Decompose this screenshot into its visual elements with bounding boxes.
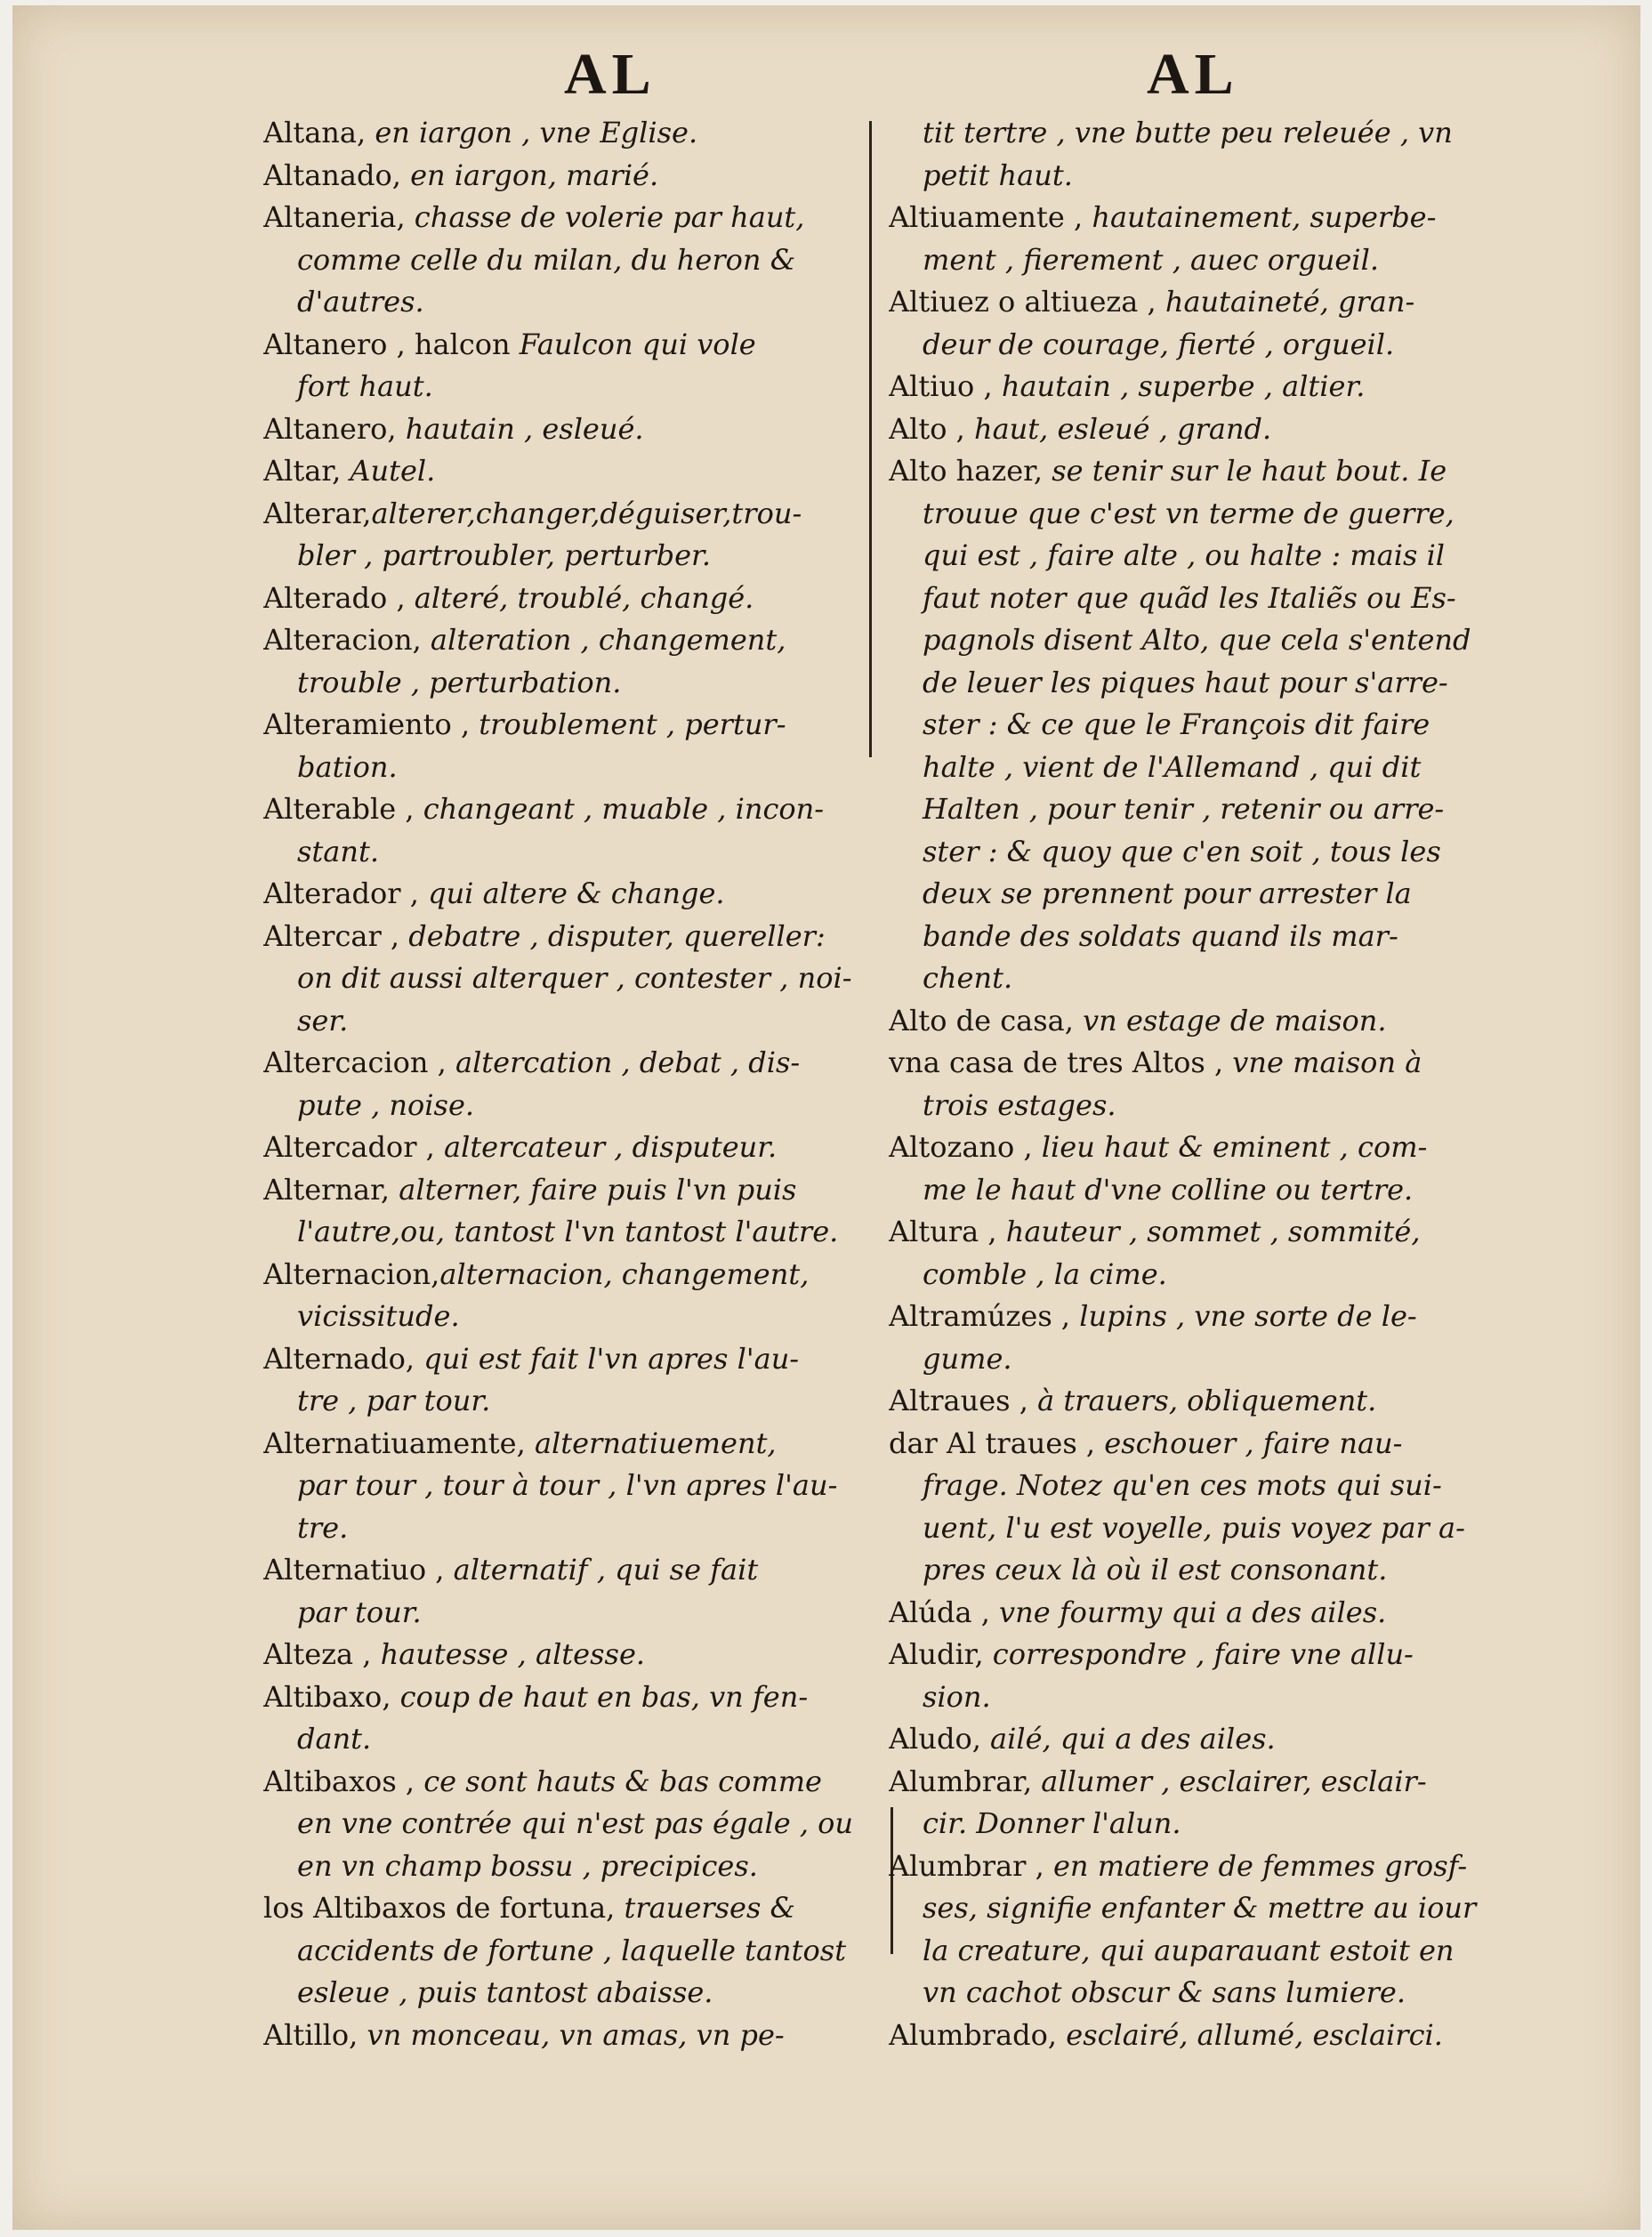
headword: Aludir, [889, 1637, 984, 1671]
definition-text: debatre , disputer, quereller: [399, 918, 826, 953]
headword: Alternatiuo , [263, 1553, 445, 1587]
dictionary-entry [889, 112, 1516, 197]
definition-text: tre , par tour. [297, 1384, 491, 1417]
headword: Alterador , [263, 876, 419, 910]
entry-line [263, 1127, 877, 1169]
entry-line [263, 1972, 877, 2015]
definition-text: me le haut d'vne colline ou tertre. [923, 1172, 1414, 1207]
definition-text: pute , noise. [297, 1087, 475, 1122]
entry-line [263, 1845, 877, 1888]
definition-text: vicissitude. [297, 1299, 460, 1333]
dictionary-page [12, 5, 1640, 2230]
dictionary-entry [889, 1380, 1516, 1423]
entry-line [263, 831, 877, 874]
definition-text: en vn champ bossu , precipices. [297, 1848, 758, 1883]
definition-text: alterer,changer,déguiser,trou- [371, 496, 802, 530]
definition-text: en vne contrée qui n'est pas égale , ou [297, 1806, 854, 1840]
headword: Alteramiento , [263, 707, 471, 741]
dictionary-entry [263, 112, 877, 155]
entry-line [263, 1887, 877, 1930]
definition-text: bation. [297, 749, 398, 784]
definition-text: par tour. [297, 1595, 422, 1629]
definition-text: hautaineté, gran- [1156, 285, 1415, 319]
entry-line [889, 2015, 1516, 2057]
definition-text: fort haut. [297, 369, 433, 403]
dictionary-entry [263, 1549, 877, 1634]
headword: Alteza , [263, 1637, 372, 1671]
definition-text: eschouer , faire nau- [1095, 1425, 1403, 1460]
definition-text: esclairé, allumé, esclairci. [1057, 2017, 1443, 2052]
dictionary-entry [263, 2015, 877, 2057]
entry-line [263, 1676, 877, 1719]
entry-line [889, 957, 1516, 1000]
entry-line [263, 2015, 877, 2057]
entry-line [263, 1507, 877, 1550]
definition-text: Faulcon qui vole [510, 327, 756, 361]
entry-line [263, 155, 877, 198]
entry-line [889, 1296, 1516, 1338]
definition-text: tre. [297, 1510, 349, 1545]
dictionary-entry [263, 197, 877, 324]
definition-text: alternatif , qui se fait [444, 1553, 759, 1587]
headword: Alternado, [263, 1341, 415, 1376]
headword: Alterable , [263, 792, 415, 826]
entry-line [889, 788, 1516, 831]
dictionary-entry [263, 916, 877, 1043]
entry-line [263, 1169, 877, 1212]
dictionary-entry [263, 788, 877, 873]
dictionary-entry [263, 619, 877, 704]
headword: Altanero , halcon [263, 327, 511, 361]
definition-text: on dit aussi alterquer , contester , noi- [297, 961, 852, 995]
entry-line [889, 1423, 1516, 1466]
entry-line [263, 1803, 877, 1845]
dictionary-entry [263, 1887, 877, 2015]
entry-line [889, 1930, 1516, 1973]
definition-text: d'autres. [297, 285, 424, 319]
dictionary-entry [263, 704, 877, 788]
entry-line [263, 493, 877, 536]
definition-text: vn monceau, vn amas, vn pe- [358, 2017, 785, 2052]
headword: Altibaxos , [263, 1764, 415, 1798]
dictionary-entry [889, 1592, 1516, 1635]
dictionary-entry [263, 450, 877, 493]
entry-line [889, 1042, 1516, 1085]
entry-line [263, 1592, 877, 1635]
definition-text: vne fourmy qui a des ailes. [989, 1595, 1387, 1629]
definition-text: ce sont hauts & bas comme [415, 1764, 822, 1798]
definition-text: comble , la cime. [923, 1256, 1167, 1291]
headword: Alumbrar, [889, 1764, 1033, 1798]
entry-line [889, 1000, 1516, 1043]
entry-line [263, 704, 877, 747]
dictionary-entry [263, 1634, 877, 1676]
entry-line [263, 1254, 877, 1296]
entry-line [889, 366, 1516, 408]
definition-text: deur de courage, fierté , orgueil. [923, 327, 1395, 361]
entry-line [889, 1169, 1516, 1212]
definition-text: bler , partroubler, perturber. [297, 538, 711, 572]
dictionary-entry [889, 1423, 1516, 1592]
entry-line [263, 916, 877, 958]
definition-text: hautain , esleué. [396, 411, 644, 446]
definition-text: sion. [923, 1679, 991, 1714]
dictionary-entry [889, 281, 1516, 366]
definition-text: Halten , pour tenir , retenir ou arre- [923, 792, 1445, 826]
headword: Altiuo , [889, 369, 993, 403]
definition-text: en iargon , vne Eglise. [366, 116, 698, 149]
headword: Altercador , [263, 1130, 435, 1164]
definition-text: Autel. [341, 454, 436, 488]
definition-text: par tour , tour à tour , l'vn apres l'au- [297, 1468, 838, 1502]
headword: Altiuamente , [889, 200, 1084, 234]
definition-text: petit haut. [923, 157, 1073, 192]
entry-line [263, 450, 877, 493]
entry-line [263, 1085, 877, 1127]
entry-line [889, 619, 1516, 662]
entry-line [263, 408, 877, 451]
dictionary-entry [889, 1761, 1516, 1845]
entry-line [889, 408, 1516, 451]
definition-text: se tenir sur le haut bout. Ie [1043, 454, 1447, 488]
definition-text: dant. [297, 1722, 372, 1756]
entry-line [263, 788, 877, 831]
entry-line [889, 450, 1516, 493]
definition-text: vn estage de maison. [1073, 1003, 1387, 1038]
entry-line [889, 155, 1516, 198]
definition-text: qui est , faire alte , ou halte : mais il [923, 538, 1446, 572]
entry-line [889, 1761, 1516, 1804]
headword: dar Al traues , [889, 1425, 1096, 1460]
entry-line [889, 1085, 1516, 1127]
entry-line [263, 1423, 877, 1466]
dictionary-entry [889, 1211, 1516, 1296]
entry-line [263, 535, 877, 577]
entry-line [889, 1887, 1516, 1930]
headword: vna casa de tres Altos , [889, 1046, 1224, 1079]
entry-line [889, 831, 1516, 874]
dictionary-entry [889, 197, 1516, 281]
dictionary-entry [263, 1676, 877, 1761]
dictionary-entry [889, 1296, 1516, 1380]
right-column [889, 112, 1516, 2056]
definition-text: ster : & ce que le François dit faire [923, 707, 1430, 741]
headword: Altibaxo, [263, 1679, 391, 1714]
definition-text: chent. [923, 961, 1013, 995]
definition-text: vn cachot obscur & sans lumiere. [923, 1975, 1406, 2009]
headword: Alteracion, [263, 623, 422, 657]
definition-text: lieu haut & eminent , com- [1032, 1130, 1428, 1164]
headword: Alumbrar , [889, 1848, 1044, 1883]
dictionary-entry [263, 408, 877, 451]
entry-line [263, 1338, 877, 1381]
dictionary-entry [889, 366, 1516, 408]
entry-line [263, 873, 877, 916]
headword: Alternar, [263, 1172, 391, 1207]
headword: Alumbrado, [889, 2017, 1058, 2052]
headword: Altanado, [263, 157, 401, 192]
definition-text: hautainement, superbe- [1083, 200, 1437, 234]
entry-line [889, 1634, 1516, 1676]
headword: Alterado , [263, 580, 406, 615]
dictionary-entry [889, 450, 1516, 1000]
definition-text: accidents de fortune , laquelle tantost [297, 1933, 847, 1967]
entry-line [889, 1718, 1516, 1761]
definition-text: correspondre , faire vne allu- [983, 1637, 1414, 1671]
dictionary-entry [263, 1254, 877, 1338]
entry-line [263, 1380, 877, 1423]
definition-text: ser. [297, 1003, 349, 1038]
headword: Altanero, [263, 411, 397, 446]
entry-line [263, 366, 877, 408]
entry-line [889, 281, 1516, 324]
entry-line [889, 1338, 1516, 1381]
definition-text: stant. [297, 834, 379, 868]
headword: Altana, [263, 116, 367, 149]
entry-line [263, 1718, 877, 1761]
dictionary-entry [263, 1042, 877, 1127]
definition-text: la creature, qui auparauant estoit en [923, 1933, 1455, 1967]
entry-line [263, 281, 877, 324]
entry-line [889, 1465, 1516, 1507]
definition-text: comme celle du milan, du heron & [297, 242, 796, 277]
entry-line [889, 1211, 1516, 1254]
entry-line [889, 1507, 1516, 1550]
dictionary-entry [889, 1042, 1516, 1127]
entry-line [263, 662, 877, 705]
headword: Altar, [263, 454, 342, 488]
headword: Alternatiuamente, [263, 1425, 526, 1460]
definition-text: cir. Donner l'alun. [923, 1806, 1181, 1840]
definition-text: changeant , muable , incon- [414, 792, 825, 826]
dictionary-entry [889, 1000, 1516, 1043]
headword: Alterar, [263, 496, 372, 530]
entry-line [889, 1254, 1516, 1296]
headword: Alto , [889, 411, 965, 446]
entry-line [889, 1549, 1516, 1592]
dictionary-entry [263, 873, 877, 916]
running-header-left: AL [564, 42, 657, 107]
definition-text: lupins , vne sorte de le- [1070, 1299, 1417, 1333]
dictionary-entry [263, 1423, 877, 1550]
definition-text: qui est fait l'vn apres l'au- [415, 1341, 800, 1376]
headword: Altercacion , [263, 1046, 447, 1079]
definition-text: de leuer les piques haut pour s'arre- [923, 665, 1448, 699]
definition-text: altercateur , disputeur. [434, 1130, 778, 1164]
definition-text: ses, signifie enfanter & mettre au iour [923, 1891, 1477, 1925]
left-column [263, 112, 877, 2056]
entry-line [263, 1634, 877, 1676]
entry-line [263, 747, 877, 789]
entry-line [889, 112, 1516, 155]
entry-line [889, 873, 1516, 916]
definition-text: gume. [923, 1341, 1012, 1376]
running-header-right: AL [1147, 42, 1239, 107]
entry-line [889, 1972, 1516, 2015]
entry-line [263, 197, 877, 239]
entry-line [263, 112, 877, 155]
headword: Altramúzes , [889, 1299, 1071, 1333]
definition-text: uent, l'u est voyelle, puis voyez par a- [923, 1510, 1465, 1545]
definition-text: tit tertre , vne butte peu releuée , vn [923, 116, 1453, 149]
entry-line [263, 1296, 877, 1338]
dictionary-entry [889, 1127, 1516, 1211]
definition-text: esleue , puis tantost abaisse. [297, 1975, 713, 2009]
headword: Altiuez o altiueza , [889, 285, 1156, 319]
definition-text: hauteur , sommet , sommité, [996, 1215, 1421, 1248]
entry-line [263, 1549, 877, 1592]
definition-text: alteré, troublé, changé. [405, 580, 754, 615]
entry-line [889, 493, 1516, 536]
headword: Alto hazer, [889, 454, 1044, 488]
definition-text: deux se prennent pour arrester la [923, 876, 1412, 910]
headword: Alto de casa, [889, 1003, 1074, 1038]
definition-text: faut noter que quãd les Italiẽs ou Es- [923, 580, 1456, 615]
entry-line [263, 1930, 877, 1973]
headword: Altercar , [263, 918, 400, 953]
headword: Altura , [889, 1215, 997, 1248]
entry-line [263, 577, 877, 620]
definition-text: altercation , debat , dis- [446, 1046, 801, 1079]
entry-line [889, 239, 1516, 282]
entry-line [263, 957, 877, 1000]
entry-line [889, 1803, 1516, 1845]
entry-line [263, 1000, 877, 1043]
entry-line [889, 704, 1516, 747]
definition-text: alternacion, changement, [439, 1256, 810, 1291]
definition-text: trouue que c'est vn terme de guerre, [923, 496, 1455, 530]
dictionary-entry [889, 408, 1516, 451]
dictionary-entry [889, 1845, 1516, 2015]
headword: Alúda , [889, 1595, 990, 1629]
definition-text: pres ceux là où il est consonant. [923, 1553, 1388, 1587]
definition-text: à trauers, obliquement. [1027, 1384, 1377, 1417]
entry-line [263, 1761, 877, 1804]
entry-line [889, 324, 1516, 367]
dictionary-entry [263, 1761, 877, 1888]
definition-text: frage. Notez qu'en ces mots qui sui- [923, 1468, 1442, 1502]
headword: Altaneria, [263, 200, 406, 234]
entry-line [889, 197, 1516, 239]
definition-text: ment , fierement , auec orgueil. [923, 242, 1379, 277]
definition-text: bande des soldats quand ils mar- [923, 918, 1398, 953]
entry-line [889, 662, 1516, 705]
definition-text: trauerses & [615, 1891, 796, 1925]
definition-text: l'autre,ou, tantost l'vn tantost l'autre. [297, 1215, 839, 1248]
definition-text: coup de haut en bas, vn fen- [391, 1679, 809, 1714]
definition-text: halte , vient de l'Allemand , qui dit [923, 749, 1422, 784]
entry-line [889, 577, 1516, 620]
dictionary-entry [889, 2015, 1516, 2057]
entry-line [889, 535, 1516, 577]
entry-line [889, 916, 1516, 958]
headword: los Altibaxos de fortuna, [263, 1891, 616, 1925]
definition-text: en matiere de femmes grosf- [1044, 1848, 1468, 1883]
definition-text: alterner, faire puis l'vn puis [390, 1172, 797, 1207]
dictionary-entry [263, 1127, 877, 1169]
entry-line [263, 239, 877, 282]
entry-line [263, 1465, 877, 1507]
dictionary-entry [263, 1338, 877, 1423]
definition-text: pagnols disent Alto, que cela s'entend [923, 623, 1471, 657]
definition-text: chasse de volerie par haut, [405, 200, 805, 234]
definition-text: troublement , pertur- [470, 707, 786, 741]
definition-text: vne maison à [1223, 1046, 1422, 1079]
entry-line [263, 1211, 877, 1254]
definition-text: trouble , perturbation. [297, 665, 622, 699]
definition-text: trois estages. [923, 1087, 1116, 1122]
definition-text: ster : & quoy que c'en soit , tous les [923, 834, 1441, 868]
entry-line [889, 747, 1516, 789]
headword: Altozano , [889, 1130, 1033, 1164]
dictionary-entry [263, 155, 877, 198]
definition-text: en iargon, marié. [400, 157, 659, 192]
entry-line [889, 1380, 1516, 1423]
entry-line [889, 1592, 1516, 1635]
definition-text: hautesse , altesse. [371, 1637, 646, 1671]
definition-text: allumer , esclairer, esclair- [1032, 1764, 1427, 1798]
headword: Altillo, [263, 2017, 359, 2052]
entry-line [889, 1676, 1516, 1719]
dictionary-entry [889, 1634, 1516, 1718]
headword: Altraues , [889, 1384, 1028, 1417]
entry-line [263, 1042, 877, 1085]
dictionary-entry [263, 1169, 877, 1254]
definition-text: alternatiuement, [525, 1425, 777, 1460]
headword: Alternacion, [263, 1256, 440, 1291]
dictionary-entry [263, 577, 877, 620]
entry-line [889, 1127, 1516, 1169]
entry-line [889, 1845, 1516, 1888]
definition-text: hautain , superbe , altier. [992, 369, 1366, 403]
definition-text: alteration , changement, [421, 623, 786, 657]
definition-text: qui altere & change. [418, 876, 725, 910]
definition-text: ailé, qui a des ailes. [980, 1722, 1276, 1756]
entry-line [263, 619, 877, 662]
definition-text: haut, esleué , grand. [964, 411, 1272, 446]
dictionary-entry [263, 324, 877, 408]
dictionary-entry [889, 1718, 1516, 1761]
dictionary-entry [263, 493, 877, 577]
entry-line [263, 324, 877, 367]
headword: Aludo, [889, 1722, 981, 1756]
